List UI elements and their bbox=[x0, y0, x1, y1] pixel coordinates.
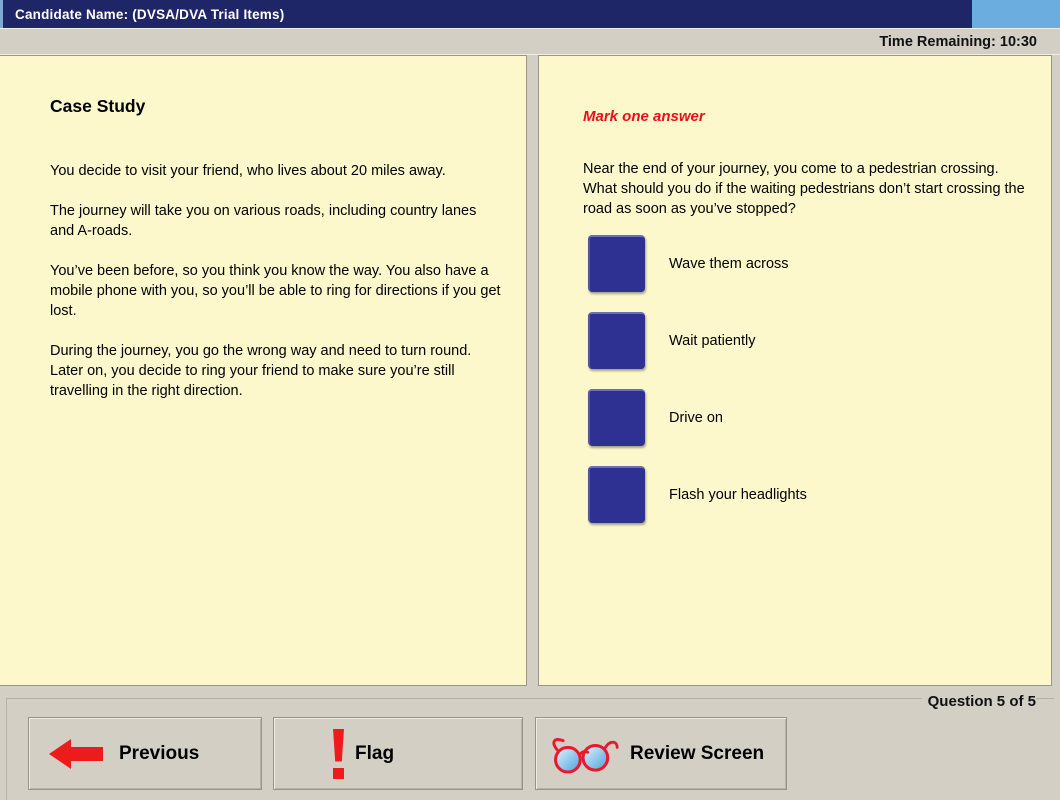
answer-label: Flash your headlights bbox=[669, 486, 807, 503]
case-study-paragraph: The journey will take you on various roads, including country lanes and A-roads. bbox=[50, 203, 477, 239]
answer-label: Drive on bbox=[669, 409, 723, 426]
answer-label: Wait patiently bbox=[669, 332, 756, 349]
title-bar bbox=[0, 0, 972, 28]
question-panel bbox=[538, 55, 1052, 686]
question-text: Near the end of your journey, you come to a pedestrian crossing. What should you do if the waiting pedestrians don’t start crossing the road as soon as you’ve stopped? bbox=[583, 161, 1025, 217]
previous-label: Previous bbox=[119, 742, 200, 764]
exclamation-icon bbox=[332, 729, 345, 779]
left-arrow-icon bbox=[49, 738, 103, 770]
review-screen-label: Review Screen bbox=[630, 742, 765, 764]
candidate-name-label: Candidate Name: (DVSA/DVA Trial Items) bbox=[15, 6, 285, 22]
mark-one-answer-label: Mark one answer bbox=[583, 108, 705, 125]
question-counter: Question 5 of 5 bbox=[922, 693, 1036, 710]
answer-row bbox=[583, 389, 1031, 446]
desktop-background bbox=[972, 0, 1060, 30]
flag-button[interactable] bbox=[273, 717, 523, 790]
time-bar bbox=[0, 28, 1060, 55]
answer-select-button-2[interactable] bbox=[588, 312, 645, 369]
case-study-paragraph: During the journey, you go the wrong way and need to turn round. Later on, you decide to ring your friend to make sure you’re still travelling in the right direction. bbox=[50, 343, 472, 399]
answer-select-button-4[interactable] bbox=[588, 466, 645, 523]
answer-row bbox=[583, 312, 1031, 369]
case-study-heading: Case Study bbox=[50, 96, 146, 116]
review-screen-button[interactable] bbox=[535, 717, 787, 790]
flag-label: Flag bbox=[355, 742, 395, 764]
case-study-paragraph: You decide to visit your friend, who lives about 20 miles away. bbox=[50, 163, 446, 179]
glasses-icon bbox=[548, 732, 620, 776]
previous-button[interactable] bbox=[28, 717, 262, 790]
answer-select-button-1[interactable] bbox=[588, 235, 645, 292]
answer-select-button-3[interactable] bbox=[588, 389, 645, 446]
time-remaining-label: Time Remaining: 10:30 bbox=[879, 33, 1037, 50]
answer-label: Wave them across bbox=[669, 255, 789, 272]
answer-row bbox=[583, 235, 1031, 292]
case-study-paragraph: You’ve been before, so you think you know the way. You also have a mobile phone with you, so you’ll be able to ring for directions if you get lost. bbox=[50, 263, 501, 319]
case-study-panel bbox=[0, 55, 527, 686]
answer-row bbox=[583, 466, 1031, 523]
answer-list bbox=[583, 235, 1031, 523]
